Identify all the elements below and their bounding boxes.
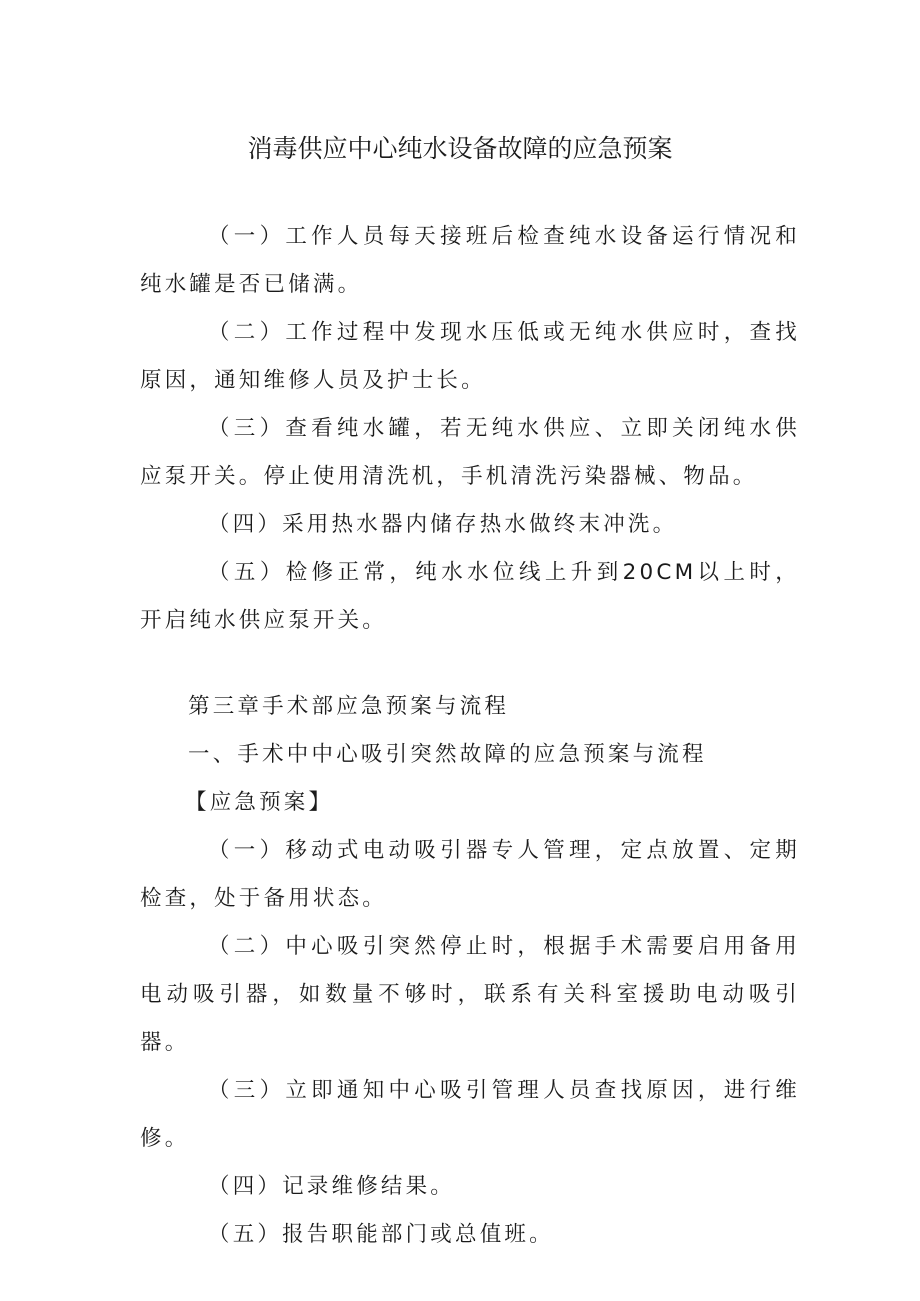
paragraph-item-4: （四）记录维修结果。	[208, 1174, 456, 1199]
section-heading: 一、手术中中心吸引突然故障的应急预案与流程	[188, 742, 707, 767]
paragraph-item-3: （三）查看纯水罐，若无纯水供应、立即关闭纯水供应泵开关。停止使用清洗机，手机清洗污染器械、物品。	[140, 416, 800, 489]
paragraph-item-1: （一）移动式电动吸引器专人管理，定点放置、定期检查，处于备用状态。	[140, 838, 800, 911]
paragraph-item-5: （五）检修正常，纯水水位线上升到20CM以上时，开启纯水供应泵开关。	[140, 560, 800, 633]
paragraph-item-2: （二）工作过程中发现水压低或无纯水供应时，查找原因，通知维修人员及护士长。	[140, 320, 800, 393]
paragraph-item-1: （一）工作人员每天接班后检查纯水设备运行情况和纯水罐是否已储满。	[140, 224, 800, 297]
section-surgery-emergency	[140, 683, 800, 1259]
subheading: 【应急预案】	[185, 790, 334, 815]
paragraph-item-5: （五）报告职能部门或总值班。	[208, 1222, 554, 1247]
paragraph-item-4: （四）采用热水器内储存热水做终末冲洗。	[208, 512, 678, 537]
document-title: 消毒供应中心纯水设备故障的应急预案	[247, 135, 673, 163]
section-pure-water	[140, 213, 800, 645]
paragraph-item-2: （二）中心吸引突然停止时，根据手术需要启用备用电动吸引器，如数量不够时，联系有关科室援助电动吸引器。	[140, 934, 800, 1055]
chapter-heading: 第三章手术部应急预案与流程	[188, 694, 510, 719]
paragraph-item-3: （三）立即通知中心吸引管理人员查找原因，进行维修。	[140, 1078, 800, 1151]
